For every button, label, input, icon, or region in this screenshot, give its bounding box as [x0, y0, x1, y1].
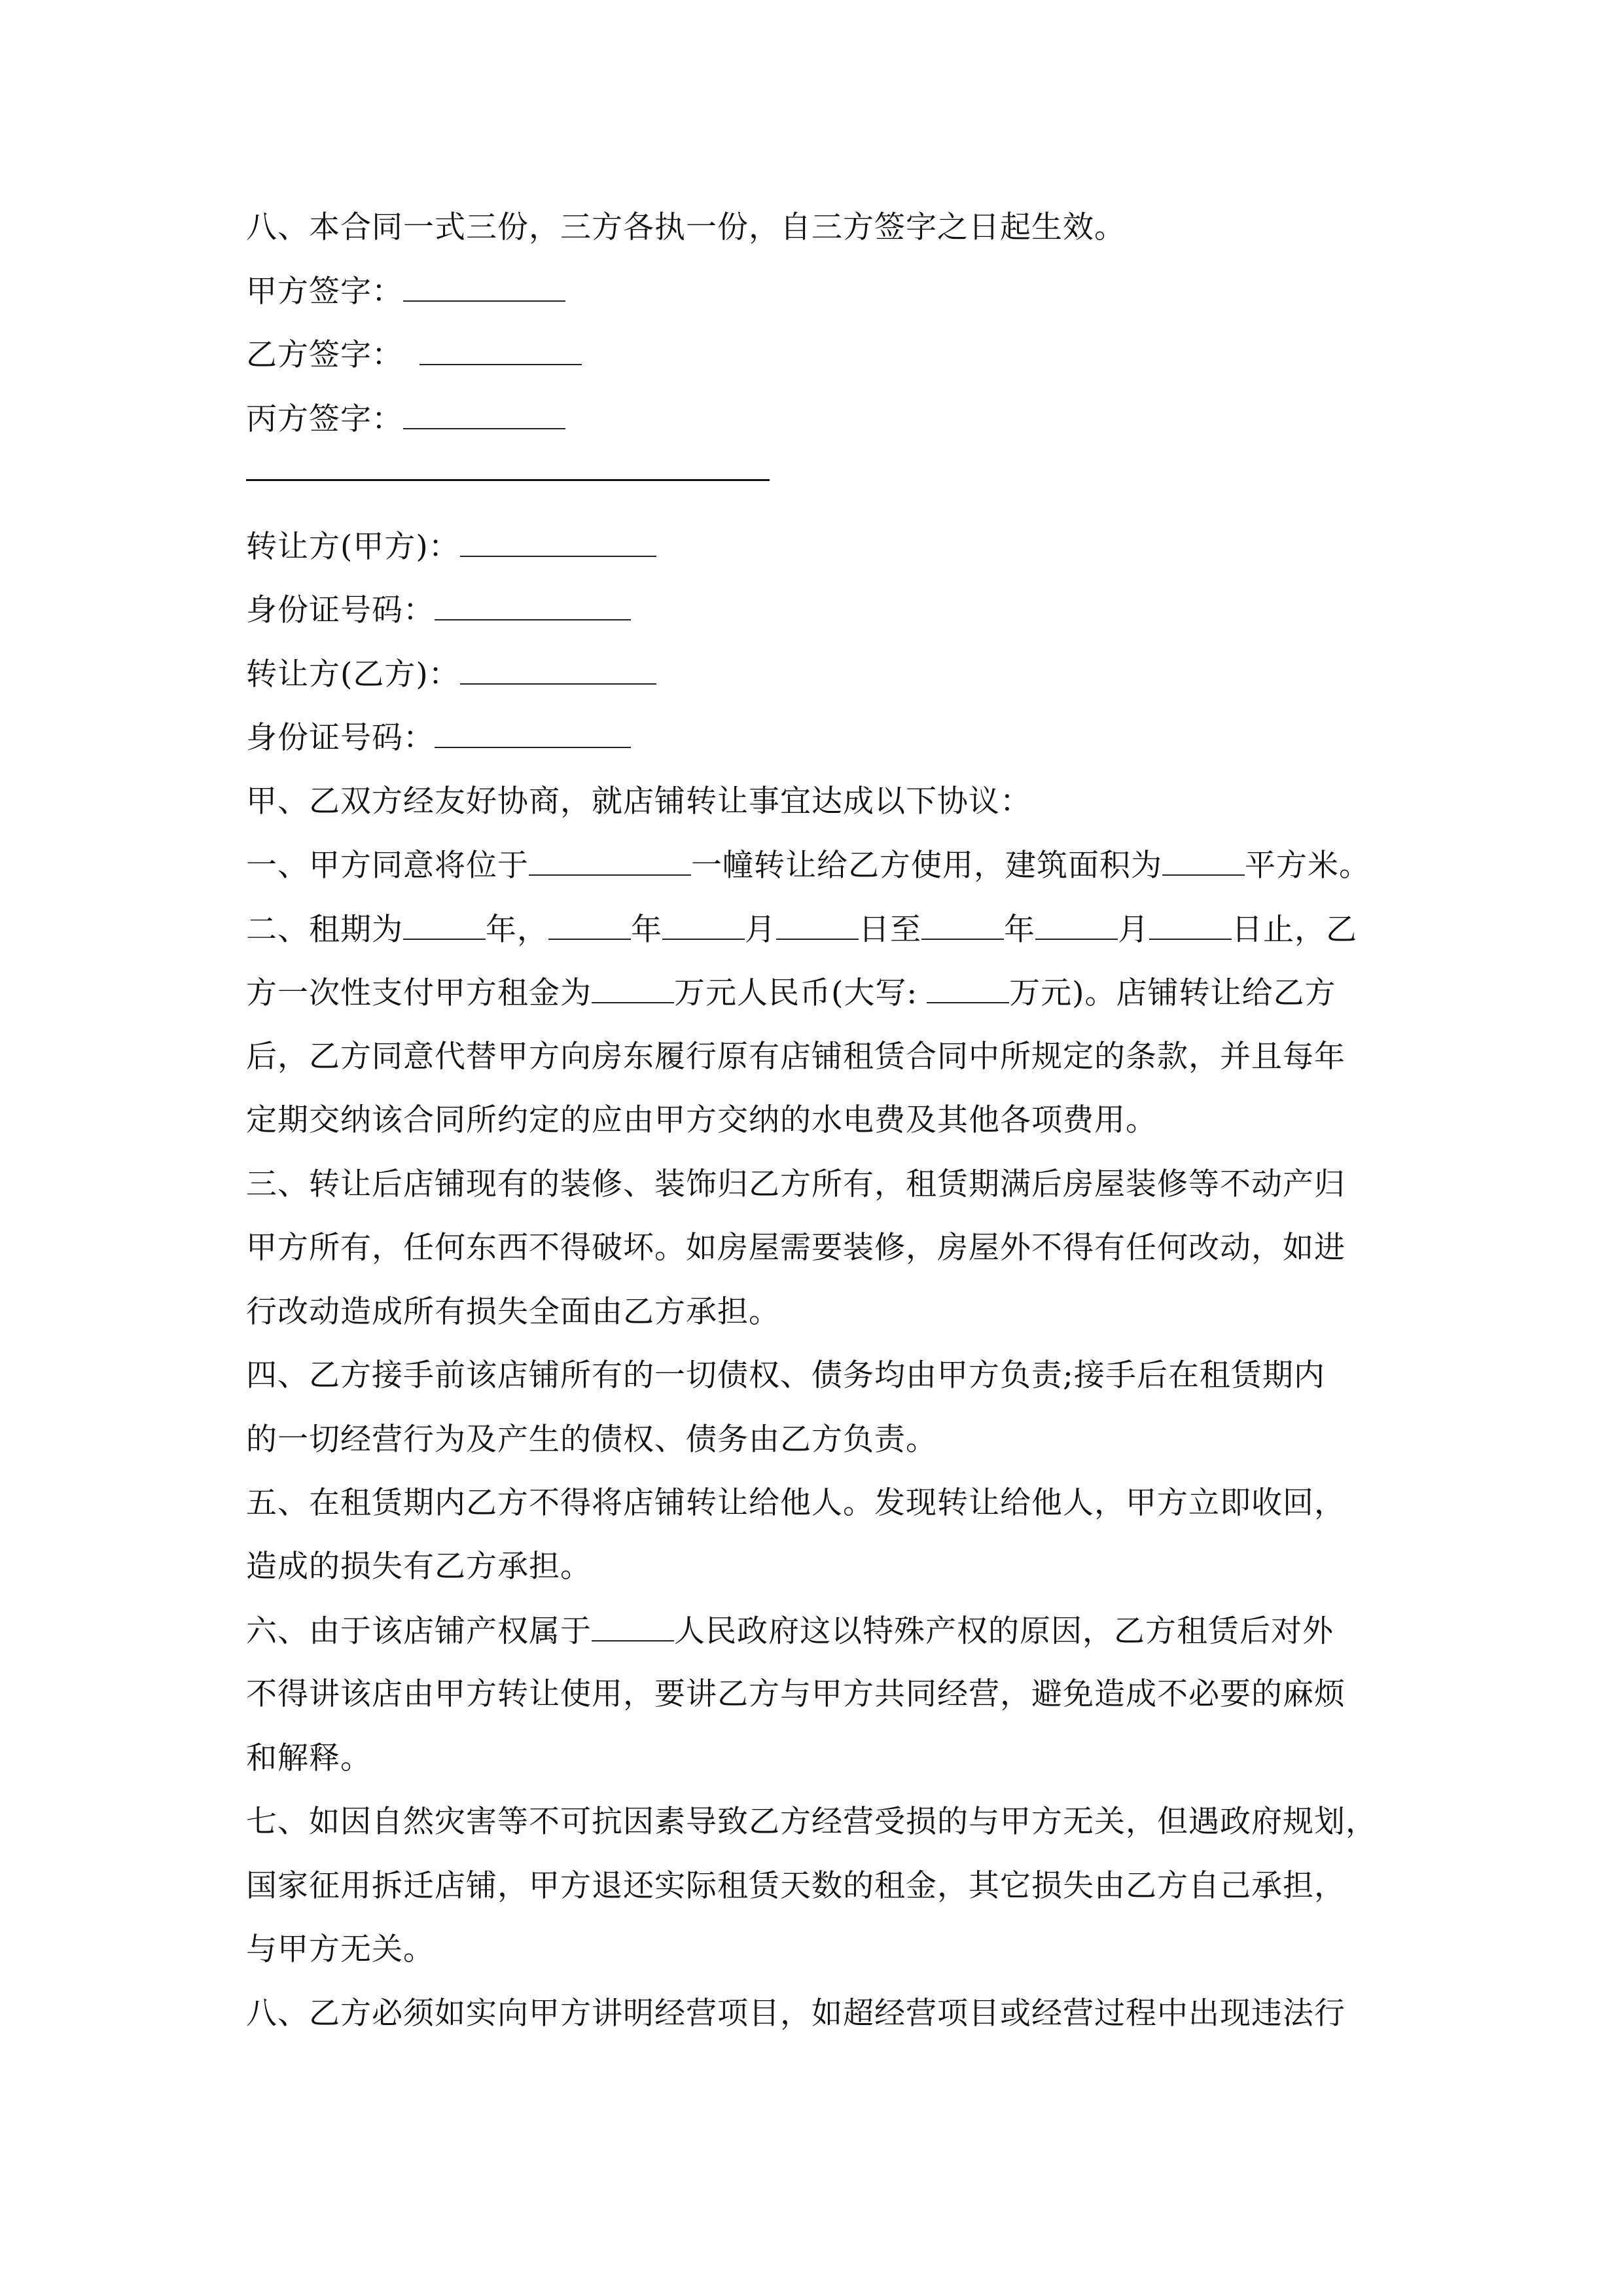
clause-8-effective: 八、本合同一式三份，三方各执一份，自三方签字之日起生效。 — [246, 209, 1126, 245]
signature-party-c — [246, 399, 565, 439]
field-label: 转让方(乙方)： — [246, 656, 460, 692]
text-segment: 日止，乙 — [1232, 912, 1357, 948]
clause-2-line-3: 后，乙方同意代替甲方向房东履行原有店铺租赁合同中所规定的条款，并且每年 — [246, 1039, 1346, 1075]
text-segment: 万元人民币(大写: — [674, 975, 918, 1011]
start-month-blank — [662, 910, 745, 940]
clause-3-line-2: 甲方所有，任何东西不得破坏。如房屋需要装修，房屋外不得有任何改动，如进 — [246, 1230, 1346, 1266]
rent-capital-blank — [927, 973, 1009, 1003]
field-blank — [460, 655, 656, 685]
start-day-blank — [776, 910, 859, 940]
clause-2-line-1 — [246, 910, 1357, 950]
clause-7-line-3: 与甲方无关。 — [246, 1931, 435, 1967]
signature-label: 丙方签字： — [246, 401, 403, 437]
signature-blank — [403, 272, 565, 302]
field-label: 转让方(甲方)： — [246, 529, 460, 565]
clause-4-line-2: 的一切经营行为及产生的债权、债务由乙方负责。 — [246, 1422, 937, 1458]
signature-party-b — [246, 335, 582, 375]
clause-7-line-2: 国家征用拆迁店铺，甲方退还实际租赁天数的租金，其它损失由乙方自己承担， — [246, 1868, 1346, 1904]
start-year-blank — [548, 910, 631, 940]
text-segment: 年 — [1004, 912, 1035, 948]
field-blank — [460, 527, 656, 557]
end-day-blank — [1149, 910, 1232, 940]
text-segment: 平方米。 — [1245, 848, 1370, 884]
text-segment: 万元)。店铺转让给乙方 — [1009, 975, 1336, 1011]
id-number-a-line — [246, 590, 631, 630]
transferor-b-line — [246, 655, 656, 694]
signature-label: 甲方签字： — [246, 274, 403, 310]
text-segment: 一、甲方同意将位于 — [246, 848, 529, 884]
clause-3-line-3: 行改动造成所有损失全面由乙方承担。 — [246, 1294, 780, 1330]
text-segment: 人民政府这以特殊产权的原因，乙方租赁后对外 — [674, 1613, 1334, 1649]
signature-party-a — [246, 272, 565, 312]
clause-6-line-1 — [246, 1611, 1334, 1651]
field-blank — [435, 718, 631, 748]
clause-5-line-2: 造成的损失有乙方承担。 — [246, 1549, 592, 1585]
end-year-blank — [921, 910, 1004, 940]
signature-label: 乙方签字： — [246, 337, 403, 373]
section-divider — [246, 479, 770, 481]
text-segment: 年， — [486, 912, 548, 948]
clause-4-line-1: 四、乙方接手前该店铺所有的一切债权、债务均由甲方负责;接手后在租赁期内 — [246, 1357, 1325, 1393]
clause-3-line-1: 三、转让后店铺现有的装修、装饰归乙方所有，租赁期满后房屋装修等不动产归 — [246, 1166, 1346, 1202]
text-segment: 六、由于该店铺产权属于 — [246, 1613, 592, 1649]
clause-8-line-1: 八、乙方必须如实向甲方讲明经营项目，如超经营项目或经营过程中出现违法行 — [246, 1996, 1346, 2032]
clause-2-line-2 — [246, 973, 1336, 1013]
clause-1 — [246, 846, 1370, 886]
id-number-b-line — [246, 718, 631, 758]
text-segment: 日至 — [859, 912, 921, 948]
text-segment: 年 — [631, 912, 662, 948]
signature-blank — [403, 399, 565, 429]
field-blank — [435, 590, 631, 620]
rent-amount-blank — [592, 973, 674, 1003]
transferor-a-line — [246, 527, 656, 567]
end-month-blank — [1035, 910, 1118, 940]
signature-blank — [419, 335, 582, 365]
text-segment: 方一次性支付甲方租金为 — [246, 975, 592, 1011]
text-segment: 月 — [1118, 912, 1149, 948]
text-segment: 二、租期为 — [246, 912, 403, 948]
field-label: 身份证号码： — [246, 592, 435, 628]
field-label: 身份证号码： — [246, 720, 435, 756]
clause-6-line-2: 不得讲该店由甲方转让使用，要讲乙方与甲方共同经营，避免造成不必要的麻烦 — [246, 1676, 1346, 1712]
clause-2-line-4: 定期交纳该合同所约定的应由甲方交纳的水电费及其他各项费用。 — [246, 1102, 1157, 1138]
location-blank — [529, 846, 691, 876]
clause-5-line-1: 五、在租赁期内乙方不得将店铺转让给他人。发现转让给他人，甲方立即收回， — [246, 1485, 1346, 1521]
government-blank — [592, 1611, 674, 1641]
agreement-intro: 甲、乙双方经友好协商，就店铺转让事宜达成以下协议： — [246, 783, 1031, 819]
clause-6-line-3: 和解释。 — [246, 1740, 372, 1776]
area-blank — [1162, 846, 1245, 876]
text-segment: 月 — [745, 912, 776, 948]
text-segment: 一幢转让给乙方使用，建筑面积为 — [691, 848, 1162, 884]
clause-7-line-1: 七、如因自然灾害等不可抗因素导致乙方经营受损的与甲方无关，但遇政府规划， — [246, 1804, 1377, 1840]
years-blank — [403, 910, 486, 940]
